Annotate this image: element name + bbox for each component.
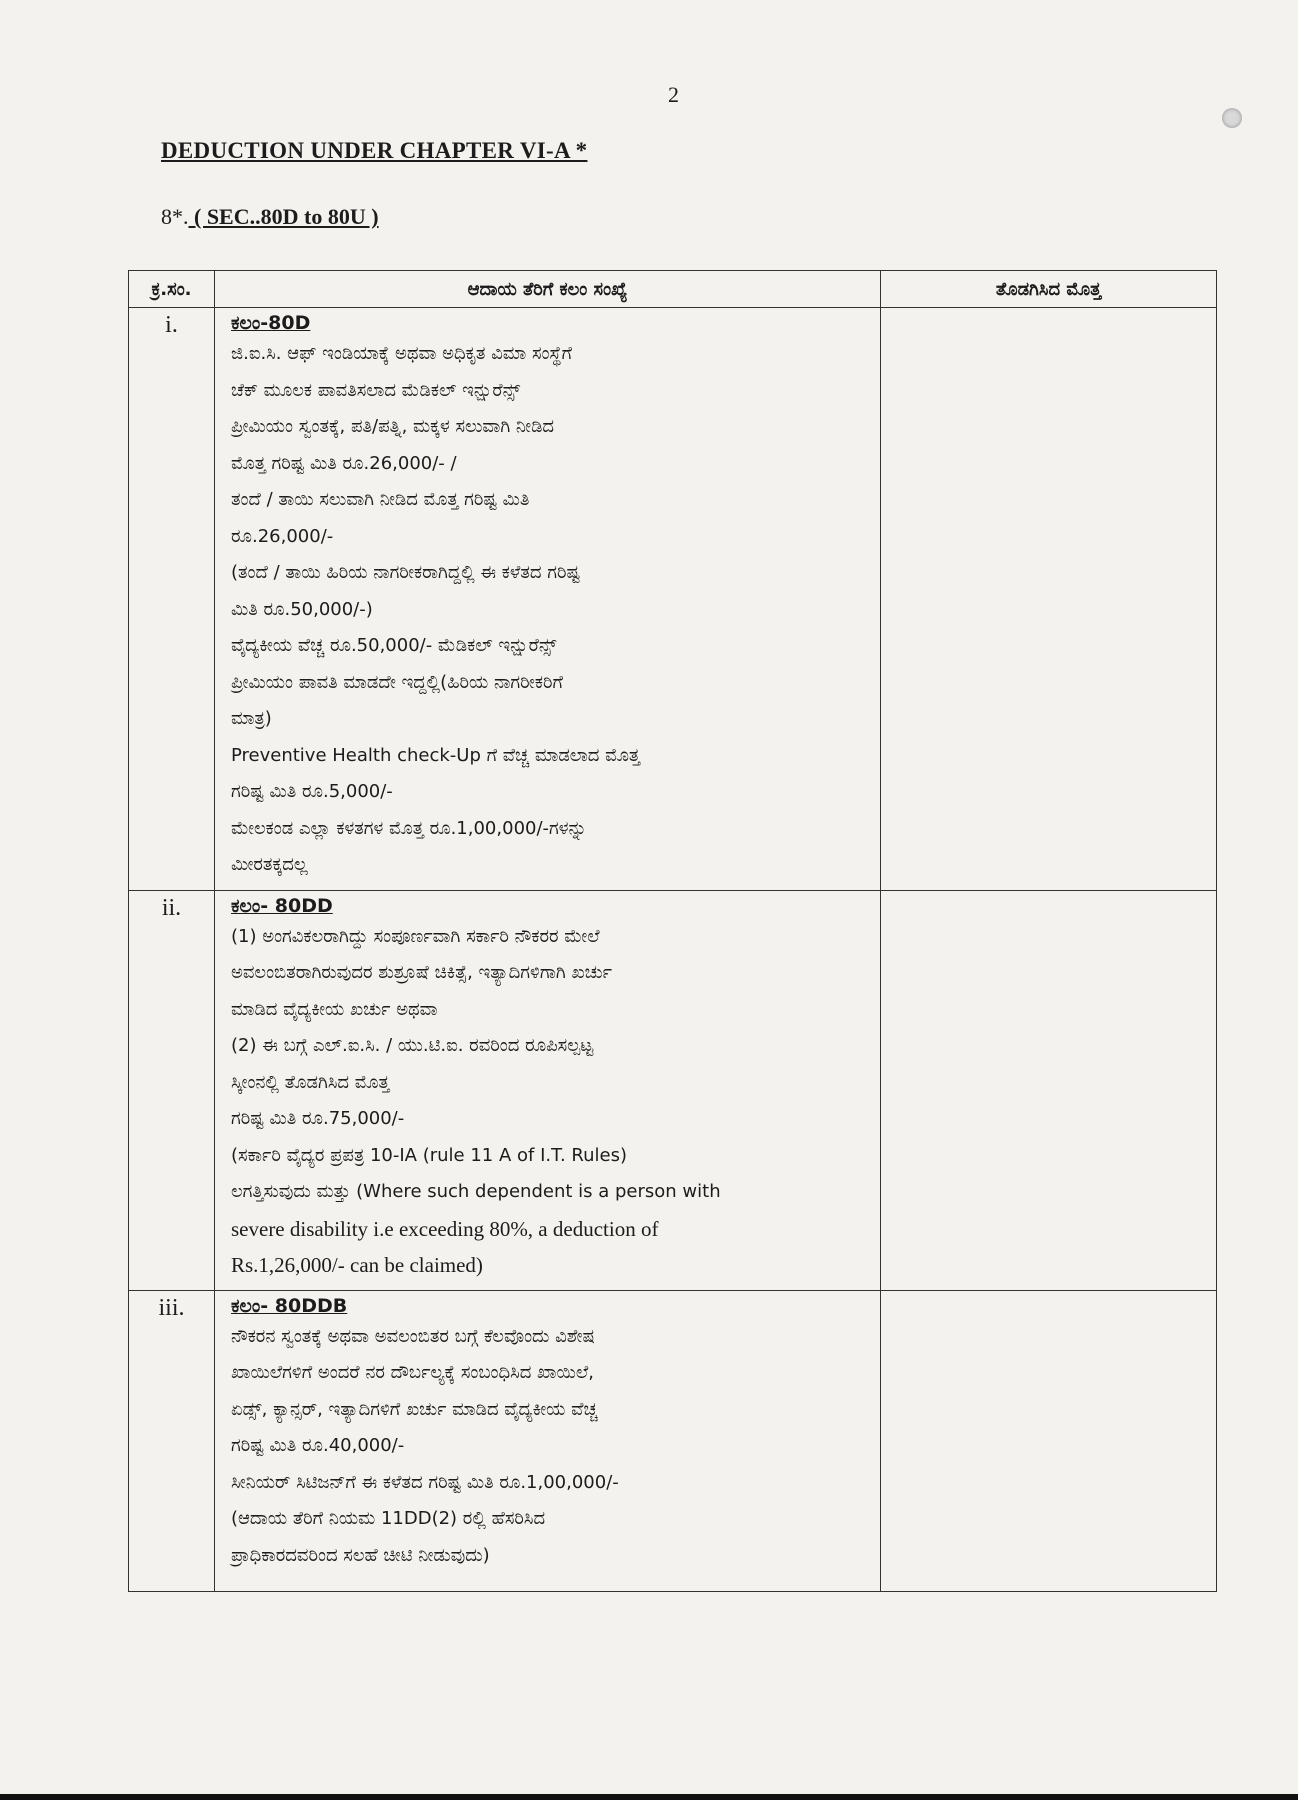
description-line: ಜಿ.ಐ.ಸಿ. ಆಫ್ ಇಂಡಿಯಾಕ್ಕೆ ಅಥವಾ ಅಧಿಕೃತ ವಿಮಾ ಸಂಸ್ಥೆಗೆ: [231, 343, 573, 364]
description-line: ಚೆಕ್ ಮೂಲಕ ಪಾವತಿಸಲಾದ ಮೆಡಿಕಲ್ ಇನ್ಷುರೆನ್ಸ್: [231, 379, 521, 401]
description-line: ಗರಿಷ್ಟ ಮಿತಿ ರೂ.5,000/-: [231, 781, 393, 802]
description-line: ಗರಿಷ್ಟ ಮಿತಿ ರೂ.40,000/-: [231, 1435, 405, 1456]
amount-cell: [881, 1290, 1217, 1591]
description-line: ಮೇಲಕಂಡ ಎಲ್ಲಾ ಕಳತಗಳ ಮೊತ್ತ ರೂ.1,00,000/-ಗಳನ್ನು: [231, 817, 587, 839]
header-amount: ತೊಡಗಿಸಿದ ಮೊತ್ತ: [881, 271, 1217, 308]
description-line: ಪ್ರೀಮಿಯಂ ಸ್ವಂತಕ್ಕೆ, ಪತಿ/ಪತ್ನಿ, ಮಕ್ಕಳ ಸಲುವಾಗಿ ನೀಡಿದ: [231, 416, 555, 437]
punch-hole-mark: [1222, 108, 1242, 128]
description-line: ಗರಿಷ್ಟ ಮಿತಿ ರೂ.75,000/-: [231, 1108, 405, 1129]
description-line: ಮಾತ್ರ): [231, 708, 272, 729]
table-row: [129, 1290, 1217, 1591]
section-range: ( SEC..80D to 80U ): [188, 204, 379, 229]
description-line: ಪ್ರಾಧಿಕಾರದವರಿಂದ ಸಲಹೆ ಚೀಟಿ ನೀಡುವುದು): [231, 1544, 490, 1566]
row-serial: ii.: [129, 890, 215, 1290]
description-line: ಪ್ರೀಮಿಯಂ ಪಾವತಿ ಮಾಡದೇ ಇದ್ದಲ್ಲಿ(ಹಿರಿಯ ನಾಗರೀಕರಿಗೆ: [231, 671, 563, 693]
description-line: ಮಿತಿ ರೂ.50,000/-): [231, 598, 373, 620]
description-line: ವೈದ್ಯಕೀಯ ವೆಚ್ಚ ರೂ.50,000/- ಮೆಡಿಕಲ್ ಇನ್ಷುರೆನ್ಸ್: [231, 635, 557, 656]
table-header-row: [129, 271, 1217, 308]
table-row: [129, 308, 1217, 891]
description-line: ಮೀರತಕ್ಕದಲ್ಲ: [231, 854, 308, 875]
amount-cell: [881, 308, 1217, 891]
amount-cell: [881, 890, 1217, 1290]
description-line: ಏಡ್ಸ್, ಕ್ಯಾನ್ಸರ್, ಇತ್ಯಾದಿಗಳಿಗೆ ಖರ್ಚು ಮಾಡಿದ ವೈದ್ಯಕೀಯ ವೆಚ್ಚ: [231, 1398, 598, 1420]
description-line: ಮೊತ್ತ ಗರಿಷ್ಟ ಮಿತಿ ರೂ.26,000/- /: [231, 452, 457, 474]
description-line: ತಂದೆ / ತಾಯಿ ಸಲುವಾಗಿ ನೀಡಿದ ಮೊತ್ತ ಗರಿಷ್ಟ ಮಿತಿ: [231, 489, 530, 510]
deduction-table: [128, 270, 1217, 1592]
row-description: [215, 1290, 881, 1591]
page-heading: DEDUCTION UNDER CHAPTER VI-A *: [161, 138, 588, 163]
description-line: ನೌಕರನ ಸ್ವಂತಕ್ಕೆ ಅಥವಾ ಅವಲಂಬಿತರ ಬಗ್ಗೆ ಕೆಲವೊಂದು ವಿಶೇಷ: [231, 1325, 595, 1347]
description-line: (1) ಅಂಗವಿಕಲರಾಗಿದ್ದು ಸಂಪೂರ್ಣವಾಗಿ ಸರ್ಕಾರಿ ನೌಕರರ ಮೇಲೆ: [231, 925, 600, 947]
section-subheading: [161, 204, 379, 230]
description-line: severe disability i.e exceeding 80%, a deduction of: [231, 1216, 659, 1241]
description-line: ಅವಲಂಬಿತರಾಗಿರುವುದರ ಶುಶ್ರೂಷೆ ಚಿಕಿತ್ಸೆ, ಇತ್ಯಾದಿಗಳಿಗಾಗಿ ಖರ್ಚು: [231, 962, 612, 983]
scan-border: [0, 1794, 1298, 1800]
section-title: ಕಲಂ- 80DDB: [231, 1294, 348, 1317]
header-serial: ಕ್ರ.ಸಂ.: [129, 271, 215, 308]
description-line: Preventive Health check-Up ಗೆ ವೆಚ್ಚ ಮಾಡಲಾದ ಮೊತ್ತ: [231, 744, 640, 766]
page-number: 2: [668, 82, 679, 107]
description-line: (ತಂದೆ / ತಾಯಿ ಹಿರಿಯ ನಾಗರೀಕರಾಗಿದ್ದಲ್ಲಿ ಈ ಕಳೆತದ ಗರಿಷ್ಟ: [231, 562, 581, 583]
row-serial: iii.: [129, 1290, 215, 1591]
row-description: [215, 308, 881, 891]
item-number: 8*.: [161, 204, 189, 229]
header-section: ಆದಾಯ ತೆರಿಗೆ ಕಲಂ ಸಂಖ್ಯೆ: [215, 271, 881, 308]
description-line: ರೂ.26,000/-: [231, 525, 334, 547]
section-title: ಕಲಂ- 80DD: [231, 894, 333, 917]
description-line: ಮಾಡಿದ ವೈದ್ಯಕೀಯ ಖರ್ಚು ಅಥವಾ: [231, 998, 438, 1020]
section-title: ಕಲಂ-80D: [231, 312, 311, 334]
row-serial: i.: [129, 308, 215, 891]
description-line: ಲಗತ್ತಿಸುವುದು ಮತ್ತು (Where such dependent is a person with: [231, 1181, 721, 1202]
table-row: [129, 890, 1217, 1290]
description-line: (2) ಈ ಬಗ್ಗೆ ಎಲ್.ಐ.ಸಿ. / ಯು.ಟಿ.ಐ. ರವರಿಂದ ರೂಪಿಸಲ್ಪಟ್ಟ: [231, 1035, 594, 1056]
description-line: ಸ್ಕೀಂನಲ್ಲಿ ತೊಡಗಿಸಿದ ಮೊತ್ತ: [231, 1071, 390, 1093]
description-line: (ಆದಾಯ ತೆರಿಗೆ ನಿಯಮ 11DD(2) ರಲ್ಲಿ ಹೆಸರಿಸಿದ: [231, 1508, 546, 1529]
description-line: (ಸರ್ಕಾರಿ ವೈದ್ಯರ ಪ್ರಪತ್ರ 10-IA (rule 11 A of I.T. Rules): [231, 1144, 627, 1166]
row-description: [215, 890, 881, 1290]
description-line: Rs.1,26,000/- can be claimed): [231, 1253, 483, 1277]
description-line: ಸೀನಿಯರ್ ಸಿಟಿಜನ್‌ಗೆ ಈ ಕಳೆತದ ಗರಿಷ್ಟ ಮಿತಿ ರೂ.1,00,000/-: [231, 1471, 619, 1493]
description-line: ಖಾಯಿಲೆಗಳಿಗೆ ಅಂದರೆ ನರ ದೌರ್ಬಲ್ಯಕ್ಕೆ ಸಂಬಂಧಿಸಿದ ಖಾಯಿಲೆ,: [231, 1362, 594, 1383]
